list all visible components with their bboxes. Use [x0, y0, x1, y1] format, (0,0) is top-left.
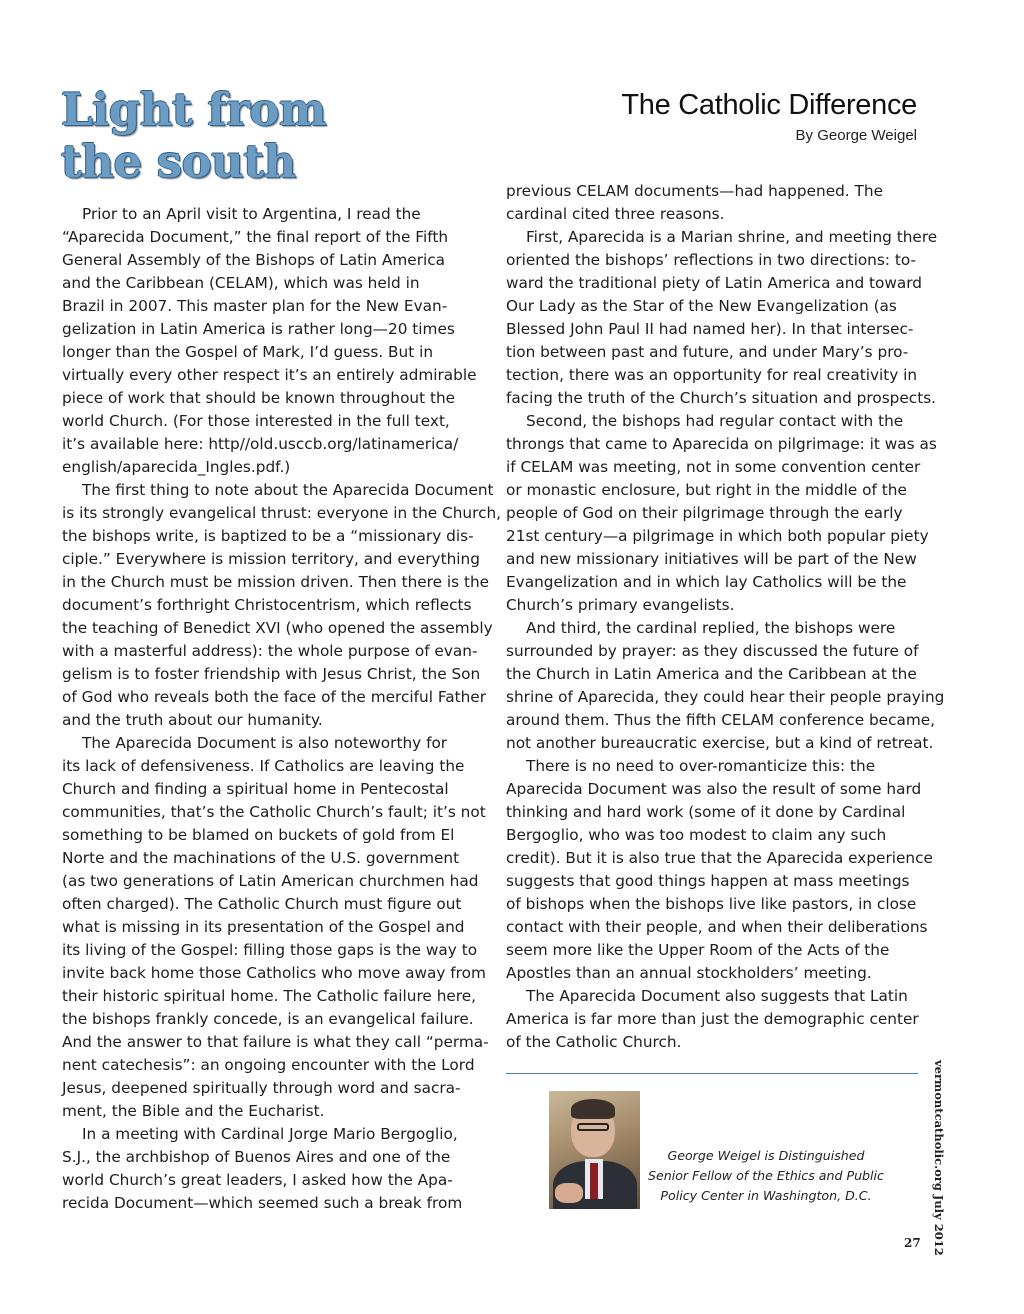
text-line: nent catechesis”: an ongoing encounter with the Lord: [62, 1056, 475, 1074]
text-line: The first thing to note about the Aparecida Document: [82, 481, 494, 499]
text-line: Aparecida Document was also the result of some hard: [506, 780, 922, 798]
text-line: longer than the Gospel of Mark, I’d guess. But in: [62, 343, 434, 361]
text-line: thinking and hard work (some of it done by Cardinal: [506, 803, 906, 821]
text-line: tion between past and future, and under Mary’s pro-: [506, 343, 909, 361]
text-line: (as two generations of Latin American churchmen had: [62, 872, 479, 890]
text-line: their historic spiritual home. The Catholic failure here,: [62, 987, 477, 1005]
text-line: ciple.” Everywhere is mission territory, and everything: [62, 550, 480, 568]
author-bio-line: George Weigel is Distinguished: [667, 1148, 865, 1163]
column-title: The Catholic Difference: [621, 89, 917, 121]
text-line: Blessed John Paul II had named her). In that intersec-: [506, 320, 914, 338]
text-line: with a masterful address): the whole purpose of evan-: [62, 642, 478, 660]
text-line: ward the traditional piety of Latin America and toward: [506, 274, 923, 292]
text-line: the bishops frankly concede, is an evangelical failure.: [62, 1010, 474, 1028]
text-line: 21st century—a pilgrimage in which both popular piety: [506, 527, 929, 545]
text-line: and the Caribbean (CELAM), which was held in: [62, 274, 420, 292]
text-line: the Church in Latin America and the Caribbean at the: [506, 665, 917, 683]
text-line: The Aparecida Document is also noteworthy for: [82, 734, 448, 752]
author-bio: [648, 1146, 884, 1206]
text-line: “Aparecida Document,” the final report of the Fifth: [62, 228, 449, 246]
text-line: what is missing in its presentation of the Gospel and: [62, 918, 465, 936]
text-line: english/aparecida_Ingles.pdf.): [62, 458, 291, 476]
text-line: document’s forthright Christocentrism, which reflects: [62, 596, 472, 614]
text-line: world Church’s great leaders, I asked how the Apa-: [62, 1171, 453, 1189]
text-line: General Assembly of the Bishops of Latin America: [62, 251, 446, 269]
text-line: Evangelization and in which lay Catholics will be the: [506, 573, 907, 591]
text-line: tection, there was an opportunity for real creativity in: [506, 366, 918, 384]
author-photo: [549, 1091, 640, 1209]
text-line: the teaching of Benedict XVI (who opened the assembly: [62, 619, 493, 637]
text-line: in the Church must be mission driven. Then there is the: [62, 573, 490, 591]
text-line: its living of the Gospel: filling those gaps is the way to: [62, 941, 478, 959]
headline-line-1: Light from: [61, 83, 327, 136]
text-line: around them. Thus the fifth CELAM conference became,: [506, 711, 936, 729]
text-line: The Aparecida Document also suggests that Latin: [526, 987, 908, 1005]
text-line: In a meeting with Cardinal Jorge Mario Bergoglio,: [82, 1125, 458, 1143]
text-line: is its strongly evangelical thrust: everyone in the Church,: [62, 504, 502, 522]
text-line: and the truth about our humanity.: [62, 711, 323, 729]
text-line: contact with their people, and when their deliberations: [506, 918, 928, 936]
text-line: And third, the cardinal replied, the bishops were: [526, 619, 896, 637]
text-line: Brazil in 2007. This master plan for the New Evan-: [62, 297, 448, 315]
author-bio-line: Policy Center in Washington, D.C.: [660, 1188, 872, 1203]
text-line: First, Aparecida is a Marian shrine, and meeting there: [526, 228, 938, 246]
text-line: previous CELAM documents—had happened. The: [506, 182, 883, 200]
text-line: oriented the bishops’ reflections in two directions: to-: [506, 251, 917, 269]
text-line: America is far more than just the demographic center: [506, 1010, 919, 1028]
text-line: cardinal cited three reasons.: [506, 205, 725, 223]
text-line: facing the truth of the Church’s situation and prospects.: [506, 389, 937, 407]
text-line: surrounded by prayer: as they discussed the future of: [506, 642, 919, 660]
text-line: S.J., the archbishop of Buenos Aires and one of the: [62, 1148, 451, 1166]
text-line: communities, that’s the Catholic Church’s fault; it’s not: [62, 803, 486, 821]
text-line: of bishops when the bishops live like pastors, in close: [506, 895, 917, 913]
text-line: piece of work that should be known throughout the: [62, 389, 456, 407]
text-line: of the Catholic Church.: [506, 1033, 682, 1051]
text-line: the bishops write, is baptized to be a “missionary dis-: [62, 527, 474, 545]
text-line: And the answer to that failure is what they call “perma-: [62, 1033, 489, 1051]
text-line: Prior to an April visit to Argentina, I read the: [82, 205, 421, 223]
text-line: it’s available here: http//old.usccb.org/latinamerica/: [62, 435, 459, 453]
text-line: Norte and the machinations of the U.S. government: [62, 849, 460, 867]
text-line: credit). But it is also true that the Aparecida experience: [506, 849, 933, 867]
page-number: 27: [904, 1236, 921, 1250]
text-line: of God who reveals both the face of the merciful Father: [62, 688, 486, 706]
text-line: ment, the Bible and the Eucharist.: [62, 1102, 325, 1120]
article-right-column: [506, 180, 945, 1054]
text-line: people of God on their pilgrimage through the early: [506, 504, 903, 522]
text-line: or monastic enclosure, but right in the middle of the: [506, 481, 907, 499]
text-line: Second, the bishops had regular contact with the: [526, 412, 904, 430]
text-line: Apostles than an annual stockholders’ meeting.: [506, 964, 872, 982]
article-left-column: [62, 203, 502, 1215]
text-line: if CELAM was meeting, not in some convention center: [506, 458, 921, 476]
text-line: Jesus, deepened spiritually through word and sacra-: [62, 1079, 461, 1097]
text-line: throngs that came to Aparecida on pilgrimage: it was as: [506, 435, 937, 453]
text-line: recida Document—which seemed such a break from: [62, 1194, 463, 1212]
text-line: world Church. (For those interested in the full text,: [62, 412, 450, 430]
side-label-text: vermontcatholic.org July 2012: [932, 1060, 946, 1256]
text-line: shrine of Aparecida, they could hear their people praying: [506, 688, 945, 706]
text-line: seem more like the Upper Room of the Acts of the: [506, 941, 890, 959]
article-headline: [61, 84, 461, 188]
text-line: gelism is to foster friendship with Jesus Christ, the Son: [62, 665, 481, 683]
text-line: Our Lady as the Star of the New Evangelization (as: [506, 297, 897, 315]
text-line: Bergoglio, who was too modest to claim any such: [506, 826, 887, 844]
headline-line-2: the south: [61, 135, 296, 188]
text-line: invite back home those Catholics who move away from: [62, 964, 486, 982]
divider-rule: [506, 1073, 918, 1074]
text-line: virtually every other respect it’s an entirely admirable: [62, 366, 477, 384]
text-line: suggests that good things happen at mass meetings: [506, 872, 910, 890]
byline: By George Weigel: [795, 127, 917, 144]
text-line: and new missionary initiatives will be part of the New: [506, 550, 917, 568]
text-line: something to be blamed on buckets of gold from El: [62, 826, 455, 844]
text-line: Church’s primary evangelists.: [506, 596, 735, 614]
text-line: not another bureaucratic exercise, but a kind of retreat.: [506, 734, 934, 752]
text-line: Church and finding a spiritual home in Pentecostal: [62, 780, 449, 798]
text-line: its lack of defensiveness. If Catholics are leaving the: [62, 757, 465, 775]
side-label: [931, 1060, 949, 1256]
author-bio-line: Senior Fellow of the Ethics and Public: [648, 1168, 884, 1183]
text-line: gelization in Latin America is rather long—20 times: [62, 320, 455, 338]
text-line: There is no need to over-romanticize this: the: [526, 757, 876, 775]
text-line: often charged). The Catholic Church must figure out: [62, 895, 462, 913]
